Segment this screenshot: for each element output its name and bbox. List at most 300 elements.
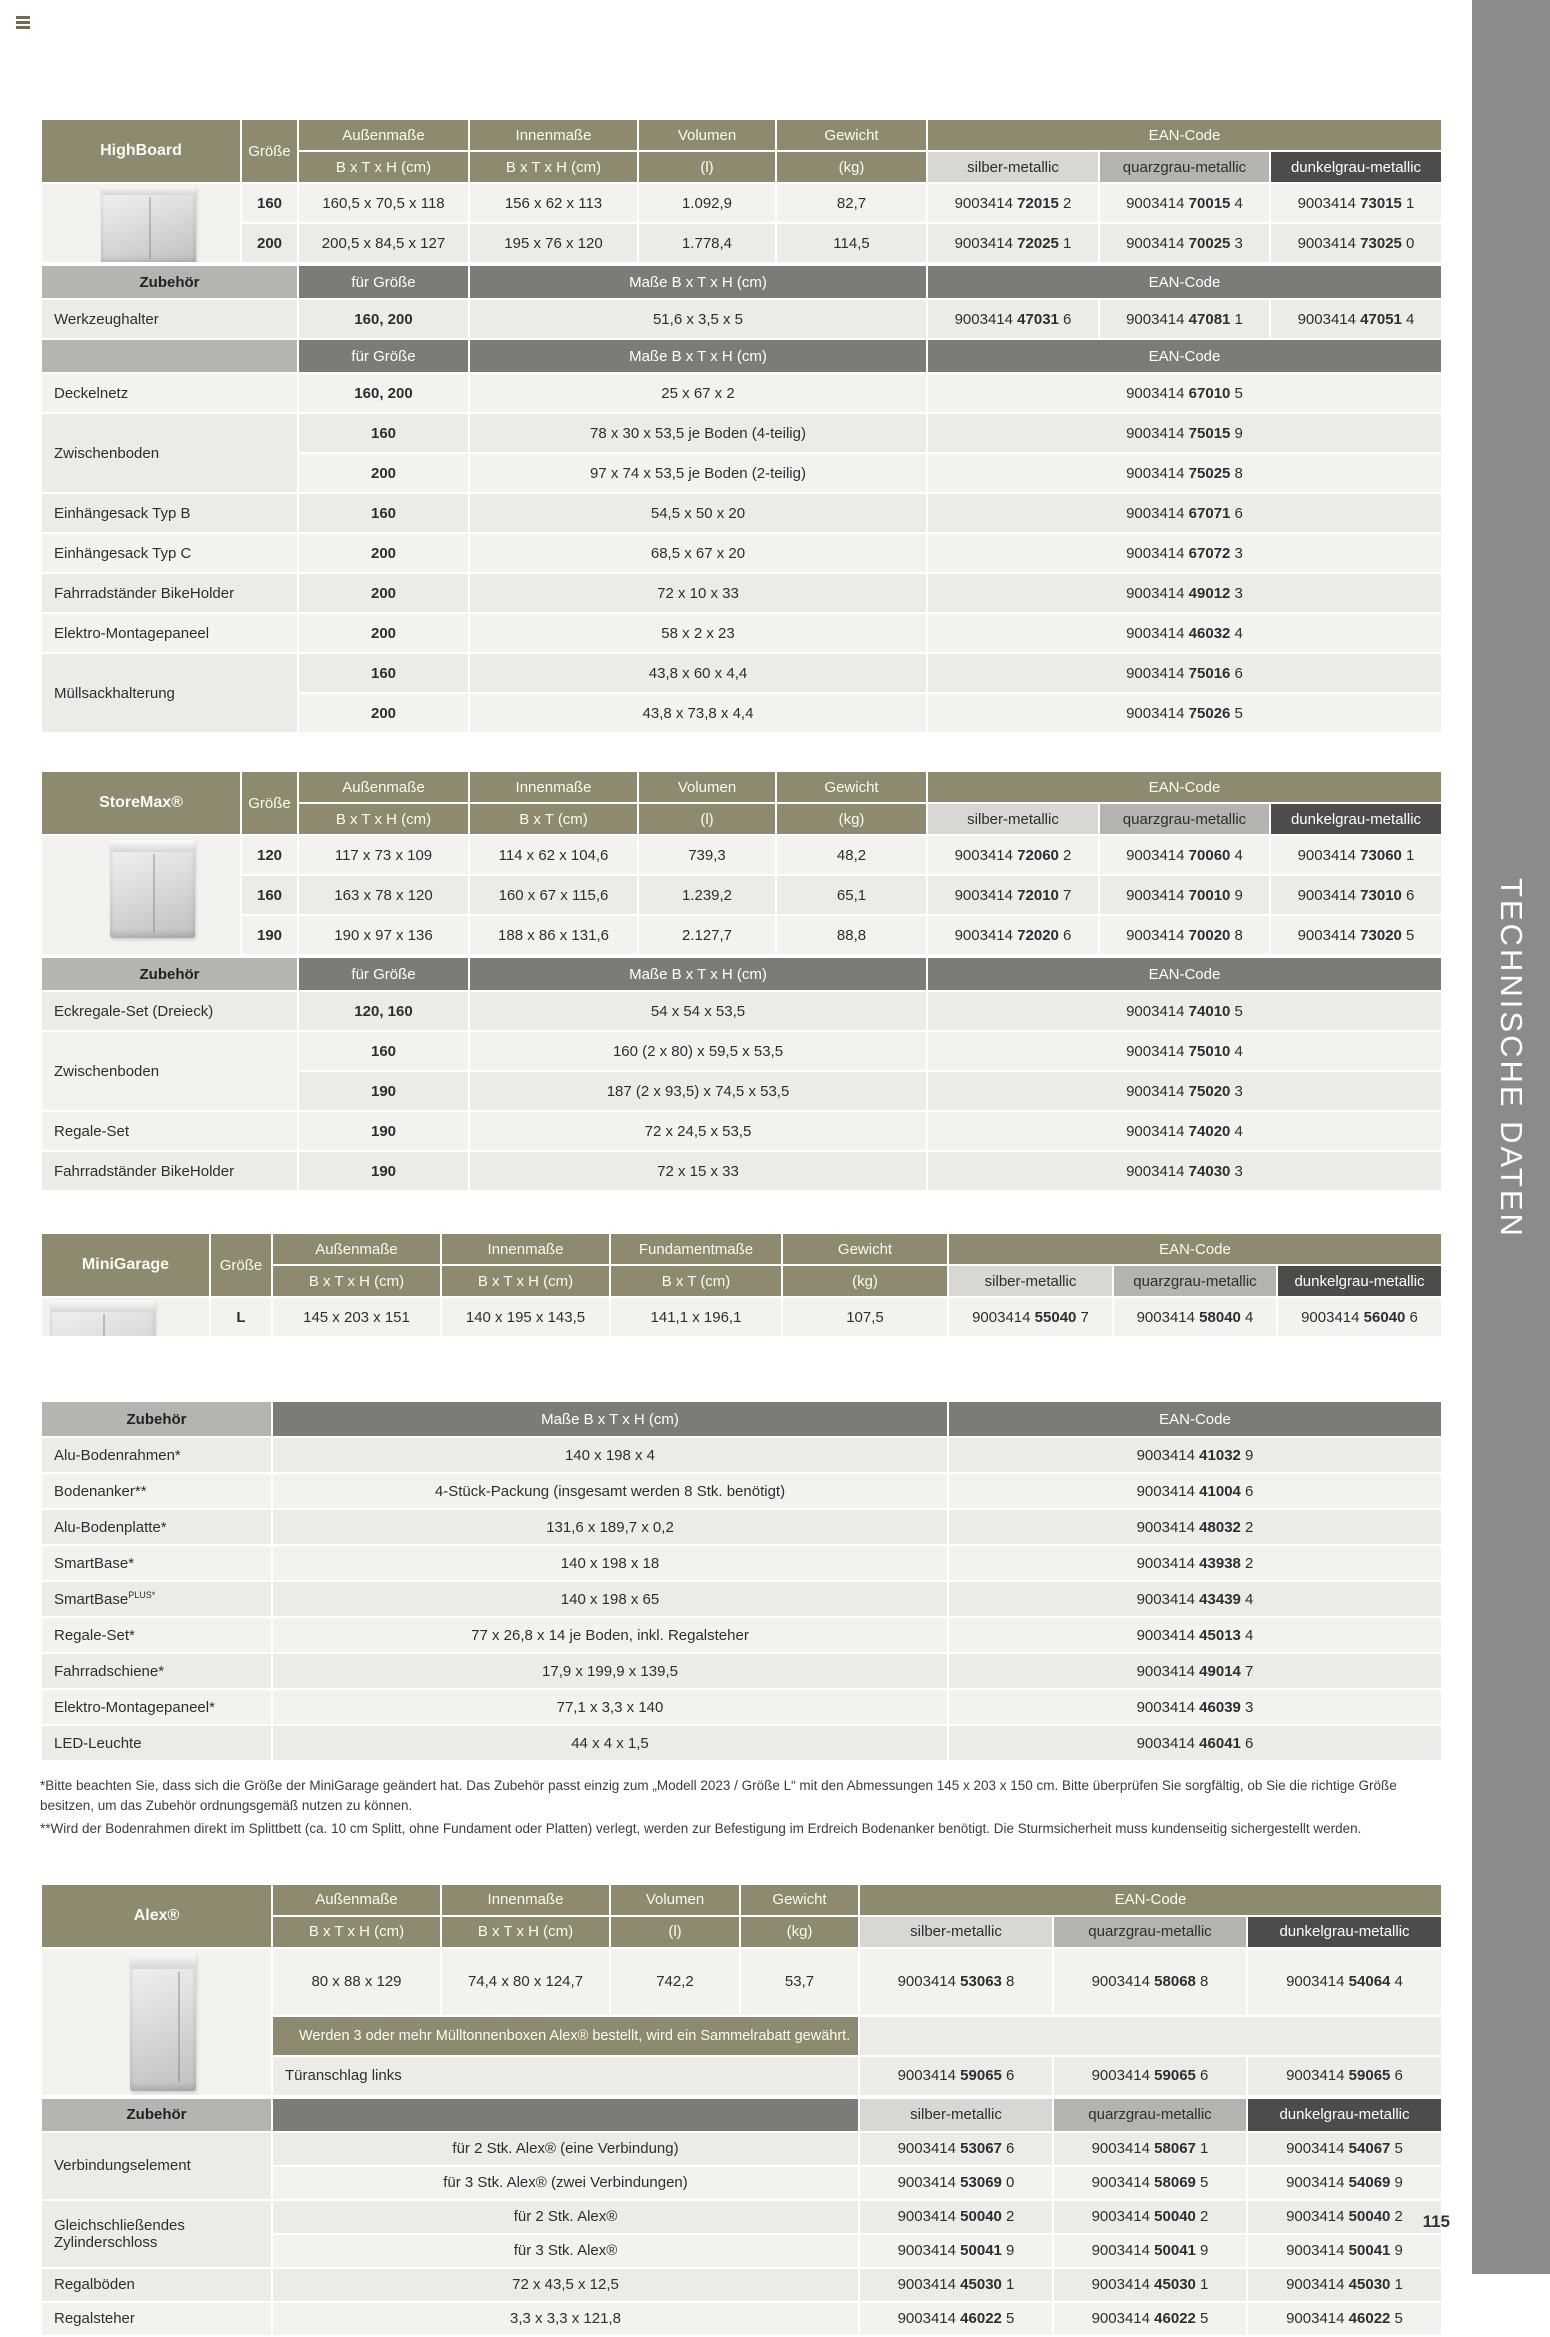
ean-cell: 9003414 46039 3: [948, 1689, 1442, 1725]
table-row: [41, 493, 1442, 533]
weight-cell: 53,7: [740, 1948, 859, 2016]
ean-cell: 9003414 59065 6: [1053, 2056, 1247, 2096]
column-header-ean: EAN-Code: [927, 957, 1442, 991]
dim-cell: 72 x 10 x 33: [469, 573, 927, 613]
column-header-ean: EAN-Code: [927, 265, 1442, 299]
dim-cell: 3,3 x 3,3 x 121,8: [272, 2302, 859, 2336]
unit-header: B x T x H (cm): [441, 1265, 610, 1297]
unit-header: (l): [638, 803, 776, 835]
weight-cell: 107,5: [782, 1297, 948, 1337]
ean-cell: 9003414 70015 4: [1099, 183, 1270, 223]
column-header-aussenmasse: Außenmaße: [272, 1233, 441, 1265]
ean-cell: 9003414 67010 5: [927, 373, 1442, 413]
ean-cell: 9003414 55040 7: [948, 1297, 1113, 1337]
ean-cell: 9003414 46041 6: [948, 1725, 1442, 1761]
table-row: [41, 1653, 1442, 1689]
for-size-cell: 200: [298, 573, 469, 613]
section-header-zubehoer: Zubehör: [41, 2098, 272, 2132]
ean-cell: 9003414 74030 3: [927, 1151, 1442, 1191]
size-cell: 200: [241, 223, 298, 263]
accessory-name-cell: Alu-Bodenrahmen*: [41, 1437, 272, 1473]
ean-cell: 9003414 58069 5: [1053, 2166, 1247, 2200]
weight-cell: 114,5: [776, 223, 927, 263]
accessory-name-cell: Regale-Set: [41, 1111, 298, 1151]
table-row: [41, 1437, 1442, 1473]
table-row: [41, 1689, 1442, 1725]
ean-cell: 9003414 75015 9: [927, 413, 1442, 453]
ean-cell: 9003414 72010 7: [927, 875, 1099, 915]
column-header-masse: Maße B x T x H (cm): [272, 1401, 948, 1437]
for-size-cell: 190: [298, 1151, 469, 1191]
table-row: [41, 119, 1442, 151]
table-row: [41, 1545, 1442, 1581]
size-cell: 160: [241, 875, 298, 915]
ean-cell: 9003414 53069 0: [859, 2166, 1053, 2200]
ean-cell: 9003414 54069 9: [1247, 2166, 1442, 2200]
ean-cell: 9003414 45013 4: [948, 1617, 1442, 1653]
accessory-name-cell: Regalböden: [41, 2268, 272, 2302]
ean-cell: 9003414 67071 6: [927, 493, 1442, 533]
for-size-cell: 200: [298, 533, 469, 573]
dim-cell: 72 x 24,5 x 53,5: [469, 1111, 927, 1151]
footnote-minigarage-size: *Bitte beachten Sie, dass sich die Größe der MiniGarage geändert hat. Das Zubehör passt einzig zum „Modell 2023 / Größe L“ mit den Abmessungen 145 x 203 x 150 cm. Bitte überprüfen Sie sorgfältig, ob Sie die richtige Größe besitzen, um das Zubehör ordnungsgemäß nutzen zu können.: [40, 1778, 1397, 1814]
accessory-name-cell: Verbindungselement: [41, 2132, 272, 2200]
color-header-silber: silber-metallic: [927, 151, 1099, 183]
accessory-name-cell: Müllsackhalterung: [41, 653, 298, 733]
table-row: [41, 1401, 1442, 1437]
dim-cell: 78 x 30 x 53,5 je Boden (4-teilig): [469, 413, 927, 453]
column-header-ean: EAN-Code: [927, 119, 1442, 151]
color-header-dunkelgrau: dunkelgrau-metallic: [1270, 151, 1442, 183]
table-row: [41, 1151, 1442, 1191]
dim-cell: 4-Stück-Packung (insgesamt werden 8 Stk. benötigt): [272, 1473, 948, 1509]
outer-dim-cell: 160,5 x 70,5 x 118: [298, 183, 469, 223]
column-header-masse: Maße B x T x H (cm): [469, 957, 927, 991]
column-header-aussenmasse: Außenmaße: [298, 771, 469, 803]
dim-cell: 77,1 x 3,3 x 140: [272, 1689, 948, 1725]
volume-cell: 1.778,4: [638, 223, 776, 263]
table-row: [41, 1884, 1442, 1916]
table-row: [41, 533, 1442, 573]
accessory-name-cell: Eckregale-Set (Dreieck): [41, 991, 298, 1031]
table-row: [41, 991, 1442, 1031]
for-size-cell: 120, 160: [298, 991, 469, 1031]
ean-cell: 9003414 43439 4: [948, 1581, 1442, 1617]
outer-dim-cell: 117 x 73 x 109: [298, 835, 469, 875]
outer-dim-cell: 80 x 88 x 129: [272, 1948, 441, 2016]
ean-cell: 9003414 75010 4: [927, 1031, 1442, 1071]
column-header-ean: EAN-Code: [927, 771, 1442, 803]
alex-product-image: [130, 1953, 196, 2091]
menu-bar: [16, 16, 30, 19]
for-size-cell: 160: [298, 493, 469, 533]
ean-cell: 9003414 46022 5: [859, 2302, 1053, 2336]
color-header-quarzgrau: quarzgrau-metallic: [1053, 2098, 1247, 2132]
ean-cell: 9003414 48032 2: [948, 1509, 1442, 1545]
dim-cell: 72 x 43,5 x 12,5: [272, 2268, 859, 2302]
unit-header: B x T x H (cm): [441, 1916, 610, 1948]
accessory-name-cell: Regale-Set*: [41, 1617, 272, 1653]
column-header-aussenmasse: Außenmaße: [272, 1884, 441, 1916]
ean-cell: 9003414 73020 5: [1270, 915, 1442, 955]
accessory-name-cell: Fahrradständer BikeHolder: [41, 1151, 298, 1191]
minigarage-zubehoer-table: [40, 1400, 1443, 1762]
alex-zubehoer-table: [40, 2097, 1443, 2337]
variant-cell: für 2 Stk. Alex®: [272, 2200, 859, 2234]
table-row: [41, 835, 1442, 875]
column-header-gewicht: Gewicht: [740, 1884, 859, 1916]
dim-cell: 51,6 x 3,5 x 5: [469, 299, 927, 339]
color-header-quarzgrau: quarzgrau-metallic: [1053, 1916, 1247, 1948]
ean-cell: 9003414 56040 6: [1277, 1297, 1442, 1337]
dim-cell: 140 x 198 x 18: [272, 1545, 948, 1581]
table-row: [41, 957, 1442, 991]
ean-cell: 9003414 45030 1: [1053, 2268, 1247, 2302]
ean-cell: 9003414 73015 1: [1270, 183, 1442, 223]
unit-header: B x T x H (cm): [298, 803, 469, 835]
ean-cell: 9003414 49012 3: [927, 573, 1442, 613]
ean-cell: 9003414 47031 6: [927, 299, 1099, 339]
size-cell: 190: [241, 915, 298, 955]
ean-cell: 9003414 41004 6: [948, 1473, 1442, 1509]
column-header-volumen: Volumen: [610, 1884, 740, 1916]
ean-cell: 9003414 41032 9: [948, 1437, 1442, 1473]
column-header-ean: EAN-Code: [948, 1233, 1442, 1265]
for-size-cell: 190: [298, 1111, 469, 1151]
ean-cell: 9003414 46022 5: [1247, 2302, 1442, 2336]
ean-cell: 9003414 59065 6: [1247, 2056, 1442, 2096]
size-cell: L: [210, 1297, 272, 1337]
ean-cell: 9003414 46022 5: [1053, 2302, 1247, 2336]
table-row: [41, 1948, 1442, 2016]
column-header-aussenmasse: Außenmaße: [298, 119, 469, 151]
ean-cell: 9003414 50040 2: [859, 2200, 1053, 2234]
column-header-fuer-groesse: für Größe: [298, 339, 469, 373]
for-size-cell: 160: [298, 1031, 469, 1071]
column-header-masse: Maße B x T x H (cm): [469, 265, 927, 299]
ean-cell: 9003414 72015 2: [927, 183, 1099, 223]
ean-cell: 9003414 43938 2: [948, 1545, 1442, 1581]
dim-cell: 54,5 x 50 x 20: [469, 493, 927, 533]
superscript: PLUS*: [128, 1590, 156, 1600]
table-title: HighBoard: [41, 119, 241, 183]
for-size-cell: 160, 200: [298, 299, 469, 339]
ean-cell: 9003414 58067 1: [1053, 2132, 1247, 2166]
unit-header: B x T x H (cm): [272, 1265, 441, 1297]
section-header-zubehoer: Zubehör: [41, 265, 298, 299]
ean-cell: 9003414 50041 9: [859, 2234, 1053, 2268]
weight-cell: 88,8: [776, 915, 927, 955]
accessory-name-cell: Regalsteher: [41, 2302, 272, 2336]
table-row: [41, 1473, 1442, 1509]
ean-cell: 9003414 47081 1: [1099, 299, 1270, 339]
color-header-dunkelgrau: dunkelgrau-metallic: [1247, 1916, 1442, 1948]
accessory-name-cell: Deckelnetz: [41, 373, 298, 413]
ean-cell: 9003414 70010 9: [1099, 875, 1270, 915]
ean-cell: 9003414 75025 8: [927, 453, 1442, 493]
ean-cell: 9003414 70060 4: [1099, 835, 1270, 875]
table-row: [41, 2098, 1442, 2132]
color-header-silber: silber-metallic: [927, 803, 1099, 835]
table-row: [41, 613, 1442, 653]
table-row: [41, 1617, 1442, 1653]
color-header-silber: silber-metallic: [859, 2098, 1053, 2132]
table-row: [41, 1111, 1442, 1151]
unit-header: (kg): [782, 1265, 948, 1297]
table-row: [41, 573, 1442, 613]
column-header-innenmasse: Innenmaße: [441, 1884, 610, 1916]
table-row: [41, 223, 1442, 263]
column-header-gewicht: Gewicht: [776, 771, 927, 803]
column-header-ean: EAN-Code: [859, 1884, 1442, 1916]
ean-cell: 9003414 45030 1: [859, 2268, 1053, 2302]
dim-cell: 140 x 198 x 65: [272, 1581, 948, 1617]
section-header-zubehoer: Zubehör: [41, 1401, 272, 1437]
ean-cell: 9003414 67072 3: [927, 533, 1442, 573]
table-row: [41, 1233, 1442, 1265]
accessory-name-cell: Elektro-Montagepaneel*: [41, 1689, 272, 1725]
ean-cell: 9003414 46032 4: [927, 613, 1442, 653]
color-header-dunkelgrau: dunkelgrau-metallic: [1270, 803, 1442, 835]
discount-banner: Werden 3 oder mehr Mülltonnenboxen Alex® bestellt, wird ein Sammelrabatt gewährt.: [272, 2016, 859, 2056]
table-row: [41, 1725, 1442, 1761]
table-title: MiniGarage: [41, 1233, 210, 1297]
table-row: [41, 373, 1442, 413]
storemax-main-table: [40, 770, 1443, 956]
table-row: [41, 2268, 1442, 2302]
page-number: 115: [1422, 2212, 1450, 2231]
storemax-zubehoer-table: [40, 956, 1443, 1192]
ean-cell: 9003414 75026 5: [927, 693, 1442, 733]
table-row: [41, 653, 1442, 693]
column-header-volumen: Volumen: [638, 771, 776, 803]
unit-header: B x T (cm): [469, 803, 638, 835]
ean-cell: 9003414 53063 8: [859, 1948, 1053, 2016]
for-size-cell: 200: [298, 693, 469, 733]
accessory-name-cell: Einhängesack Typ C: [41, 533, 298, 573]
product-image-cell: [41, 183, 241, 263]
accessory-name-cell: Alu-Bodenplatte*: [41, 1509, 272, 1545]
accessory-name-cell: SmartBase$^{PLUS*}$: [41, 1581, 272, 1617]
accessory-name-cell: Elektro-Montagepaneel: [41, 613, 298, 653]
variant-cell: für 3 Stk. Alex®: [272, 2234, 859, 2268]
table-row: [41, 915, 1442, 955]
dim-cell: 97 x 74 x 53,5 je Boden (2-teilig): [469, 453, 927, 493]
outer-dim-cell: 200,5 x 84,5 x 127: [298, 223, 469, 263]
volume-cell: 2.127,7: [638, 915, 776, 955]
accessory-name-cell: Gleichschließendes Zylinderschloss: [41, 2200, 272, 2268]
color-header-silber: silber-metallic: [859, 1916, 1053, 1948]
table-row: [41, 771, 1442, 803]
foundation-dim-cell: 141,1 x 196,1: [610, 1297, 782, 1337]
table-row: [41, 413, 1442, 453]
dim-cell: 17,9 x 199,9 x 139,5: [272, 1653, 948, 1689]
section-header-empty: [41, 339, 298, 373]
menu-icon[interactable]: [16, 16, 31, 31]
highboard-zubehoer-table: [40, 264, 1443, 734]
column-header-fuer-groesse: für Größe: [298, 957, 469, 991]
unit-header: (kg): [776, 803, 927, 835]
for-size-cell: 160, 200: [298, 373, 469, 413]
color-header-quarzgrau: quarzgrau-metallic: [1099, 151, 1270, 183]
footnote-bodenanker: **Wird der Bodenrahmen direkt im Splittbett (ca. 10 cm Splitt, ohne Fundament oder Platten) verlegt, werden zur Befestigung im Erdreich Bodenanker benötigt. Die Sturmsicherheit muss kundenseitig sichergestellt werden.: [40, 1820, 1362, 1836]
ean-cell: 9003414 54064 4: [1247, 1948, 1442, 2016]
volume-cell: 739,3: [638, 835, 776, 875]
column-header-groesse: Größe: [241, 771, 298, 835]
menu-bar: [16, 26, 30, 29]
column-header-masse: Maße B x T x H (cm): [469, 339, 927, 373]
dim-cell: 43,8 x 60 x 4,4: [469, 653, 927, 693]
variant-cell: für 2 Stk. Alex® (eine Verbindung): [272, 2132, 859, 2166]
column-header-gewicht: Gewicht: [776, 119, 927, 151]
dim-cell: 72 x 15 x 33: [469, 1151, 927, 1191]
ean-cell: 9003414 50041 9: [1053, 2234, 1247, 2268]
ean-cell: 9003414 50040 2: [1247, 2200, 1442, 2234]
section-header-zubehoer: Zubehör: [41, 957, 298, 991]
highboard-main-table: [40, 118, 1443, 264]
table-title: Alex®: [41, 1884, 272, 1948]
dim-cell: 140 x 198 x 4: [272, 1437, 948, 1473]
door-hinge-option-cell: Türanschlag links: [272, 2056, 859, 2096]
table-row: [41, 2132, 1442, 2166]
column-header-groesse: Größe: [241, 119, 298, 183]
column-header-ean: EAN-Code: [927, 339, 1442, 373]
column-header-volumen: Volumen: [638, 119, 776, 151]
dim-cell: 77 x 26,8 x 14 je Boden, inkl. Regalsteher: [272, 1617, 948, 1653]
accessory-name-cell: Fahrradschiene*: [41, 1653, 272, 1689]
accessory-name-cell: SmartBase*: [41, 1545, 272, 1581]
for-size-cell: 200: [298, 613, 469, 653]
weight-cell: 48,2: [776, 835, 927, 875]
weight-cell: 82,7: [776, 183, 927, 223]
spacer-header: [272, 2098, 859, 2132]
size-cell: 120: [241, 835, 298, 875]
sidebar-label: TECHNISCHE DATEN: [1494, 878, 1529, 1239]
ean-cell: 9003414 75016 6: [927, 653, 1442, 693]
ean-cell: 9003414 59065 6: [859, 2056, 1053, 2096]
ean-cell: 9003414 74020 4: [927, 1111, 1442, 1151]
sidebar-technische-daten: [1472, 0, 1550, 2274]
ean-cell: 9003414 70020 8: [1099, 915, 1270, 955]
inner-dim-cell: 156 x 62 x 113: [469, 183, 638, 223]
table-row: [41, 1509, 1442, 1545]
accessory-name-cell: Zwischenboden: [41, 413, 298, 493]
table-row: [41, 339, 1442, 373]
ean-cell: 9003414 73060 1: [1270, 835, 1442, 875]
dim-cell: 68,5 x 67 x 20: [469, 533, 927, 573]
unit-header: B x T x H (cm): [272, 1916, 441, 1948]
ean-cell: 9003414 72025 1: [927, 223, 1099, 263]
ean-cell: 9003414 58068 8: [1053, 1948, 1247, 2016]
product-image-cell: [41, 1948, 272, 2096]
dim-cell: 187 (2 x 93,5) x 74,5 x 53,5: [469, 1071, 927, 1111]
dim-cell: 54 x 54 x 53,5: [469, 991, 927, 1031]
dim-cell: 43,8 x 73,8 x 4,4: [469, 693, 927, 733]
ean-cell: 9003414 53067 6: [859, 2132, 1053, 2166]
unit-header: B x T x H (cm): [298, 151, 469, 183]
color-header-dunkelgrau: dunkelgrau-metallic: [1277, 1265, 1442, 1297]
highboard-product-image: [101, 186, 196, 263]
column-header-innenmasse: Innenmaße: [469, 119, 638, 151]
ean-cell: 9003414 54067 5: [1247, 2132, 1442, 2166]
unit-header: B x T x H (cm): [469, 151, 638, 183]
inner-dim-cell: 74,4 x 80 x 124,7: [441, 1948, 610, 2016]
size-cell: 160: [241, 183, 298, 223]
ean-cell: 9003414 50040 2: [1053, 2200, 1247, 2234]
inner-dim-cell: 160 x 67 x 115,6: [469, 875, 638, 915]
inner-dim-cell: 195 x 76 x 120: [469, 223, 638, 263]
volume-cell: 1.092,9: [638, 183, 776, 223]
column-header-groesse: Größe: [210, 1233, 272, 1297]
storemax-product-image: [110, 840, 195, 938]
for-size-cell: 160: [298, 413, 469, 453]
for-size-cell: 200: [298, 453, 469, 493]
ean-cell: 9003414 72020 6: [927, 915, 1099, 955]
dim-cell: 160 (2 x 80) x 59,5 x 53,5: [469, 1031, 927, 1071]
ean-cell: 9003414 73025 0: [1270, 223, 1442, 263]
weight-cell: 65,1: [776, 875, 927, 915]
menu-bar: [16, 21, 30, 24]
color-header-dunkelgrau: dunkelgrau-metallic: [1247, 2098, 1442, 2132]
accessory-name-cell: Werkzeughalter: [41, 299, 298, 339]
ean-cell: 9003414 58040 4: [1113, 1297, 1277, 1337]
accessory-name-cell: LED-Leuchte: [41, 1725, 272, 1761]
dim-cell: 44 x 4 x 1,5: [272, 1725, 948, 1761]
table-row: [41, 2302, 1442, 2336]
ean-cell: 9003414 50041 9: [1247, 2234, 1442, 2268]
accessory-name-cell: Einhängesack Typ B: [41, 493, 298, 533]
table-row: [41, 265, 1442, 299]
unit-header: (kg): [776, 151, 927, 183]
ean-cell: 9003414 74010 5: [927, 991, 1442, 1031]
inner-dim-cell: 188 x 86 x 131,6: [469, 915, 638, 955]
column-header-innenmasse: Innenmaße: [441, 1233, 610, 1265]
alex-main-table: [40, 1883, 1443, 2097]
unit-header: (kg): [740, 1916, 859, 1948]
ean-cell: 9003414 45030 1: [1247, 2268, 1442, 2302]
color-header-silber: silber-metallic: [948, 1265, 1113, 1297]
accessory-name-cell: Bodenanker**: [41, 1473, 272, 1509]
volume-cell: 1.239,2: [638, 875, 776, 915]
unit-header: (l): [638, 151, 776, 183]
minigarage-product-image: [50, 1300, 155, 1337]
product-image-cell: [41, 1297, 210, 1337]
ean-cell: 9003414 47051 4: [1270, 299, 1442, 339]
minigarage-main-table: [40, 1232, 1443, 1338]
volume-cell: 742,2: [610, 1948, 740, 2016]
column-header-ean: EAN-Code: [948, 1401, 1442, 1437]
outer-dim-cell: 163 x 78 x 120: [298, 875, 469, 915]
page-content: [40, 0, 1441, 2337]
ean-cell: 9003414 70025 3: [1099, 223, 1270, 263]
table-row: [41, 183, 1442, 223]
unit-header: B x T (cm): [610, 1265, 782, 1297]
table-row: [41, 299, 1442, 339]
accessory-name-cell: Fahrradständer BikeHolder: [41, 573, 298, 613]
accessory-name-cell: Zwischenboden: [41, 1031, 298, 1111]
inner-dim-cell: 114 x 62 x 104,6: [469, 835, 638, 875]
dim-cell: 25 x 67 x 2: [469, 373, 927, 413]
empty-cell: [859, 2016, 1442, 2056]
for-size-cell: 190: [298, 1071, 469, 1111]
table-row: [41, 1581, 1442, 1617]
dim-cell: 131,6 x 189,7 x 0,2: [272, 1509, 948, 1545]
color-header-quarzgrau: quarzgrau-metallic: [1099, 803, 1270, 835]
ean-cell: 9003414 49014 7: [948, 1653, 1442, 1689]
for-size-cell: 160: [298, 653, 469, 693]
ean-cell: 9003414 73010 6: [1270, 875, 1442, 915]
outer-dim-cell: 190 x 97 x 136: [298, 915, 469, 955]
